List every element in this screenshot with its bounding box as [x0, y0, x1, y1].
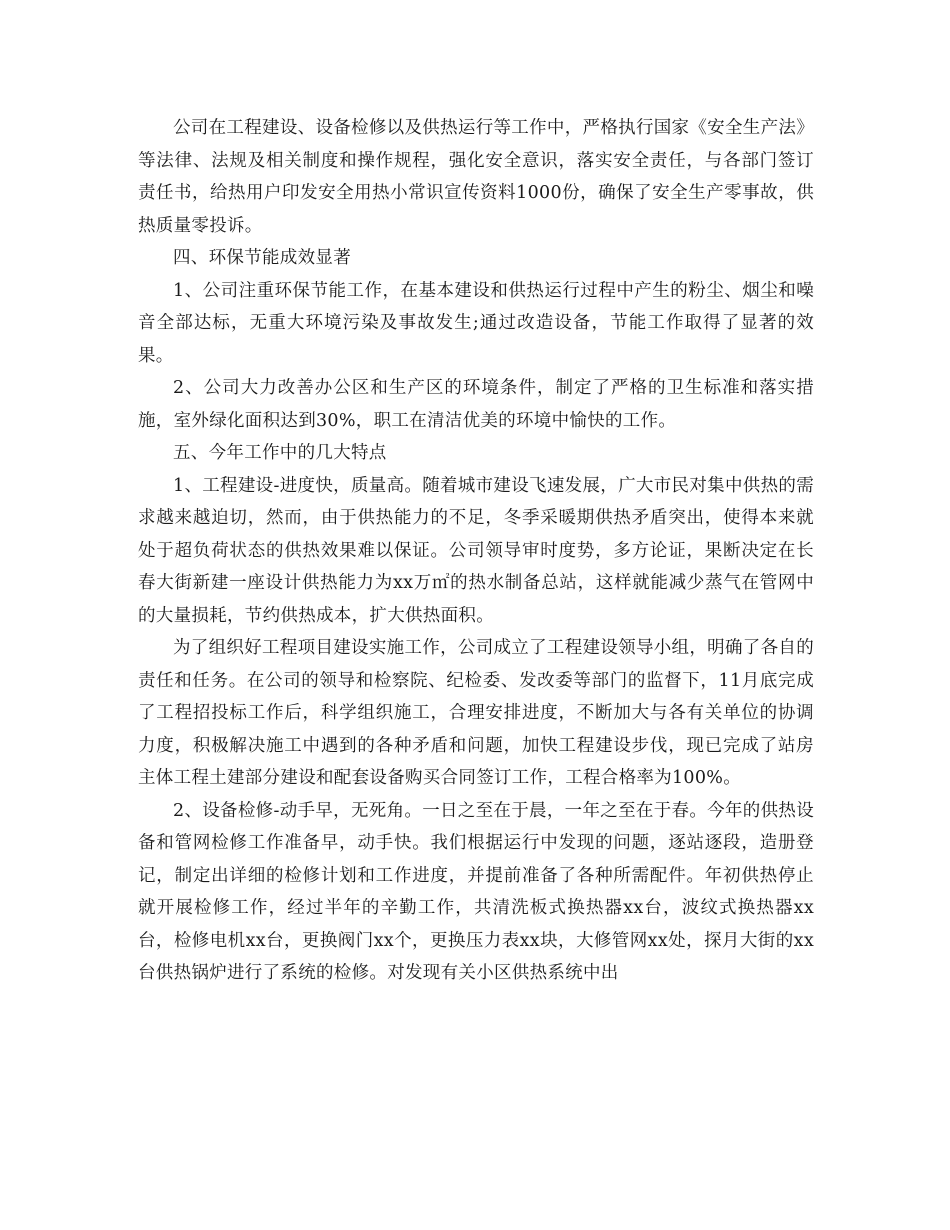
paragraph-safety-production: 公司在工程建设、设备检修以及供热运行等工作中，严格执行国家《安全生产法》等法律、法规及相关制度和操作规程，强化安全意识，落实安全责任，与各部门签订责任书，给热用户印发安全用热小常识宣传资料1000份，确保了安全生产零事故，供热质量零投诉。 — [138, 118, 814, 236]
document-body — [138, 112, 814, 990]
paragraph-construction-2: 为了组织好工程项目建设实施工作，公司成立了工程建设领导小组，明确了各自的责任和任务。在公司的领导和检察院、纪检委、发改委等部门的监督下，11月底完成了工程招投标工作后，科学组织施工，合理安排进度，不断加大与各有关单位的协调力度，积极解决施工中遇到的各种矛盾和问题，加快工程建设步伐，现已完成了站房主体工程土建部分建设和配套设备购买合同签订工作，工程合格率为100%。 — [138, 638, 814, 788]
paragraph-environment-1: 1、公司注重环保节能工作，在基本建设和供热运行过程中产生的粉尘、烟尘和噪音全部达标，无重大环境污染及事故发生;通过改造设备，节能工作取得了显著的效果。 — [138, 280, 814, 366]
section-heading-environment: 四、环保节能成效显著 — [173, 248, 351, 268]
paragraph-environment-2: 2、公司大力改善办公区和生产区的环境条件，制定了严格的卫生标准和落实措施，室外绿化面积达到30%，职工在清洁优美的环境中愉快的工作。 — [138, 378, 814, 431]
section-heading-features: 五、今年工作中的几大特点 — [173, 443, 387, 463]
paragraph-construction-1: 1、工程建设-进度快，质量高。随着城市建设飞速发展，广大市民对集中供热的需求越来越迫切，然而，由于供热能力的不足，冬季采暖期供热矛盾突出，使得本来就处于超负荷状态的供热效果难以保证。公司领导审时度势，多方论证，果断决定在长春大街新建一座设计供热能力为xx万㎡的热水制备总站，这样就能减少蒸气在管网中的大量损耗，节约供热成本，扩大供热面积。 — [138, 475, 814, 626]
paragraph-maintenance: 2、设备检修-动手早，无死角。一日之至在于晨，一年之至在于春。今年的供热设备和管网检修工作准备早，动手快。我们根据运行中发现的问题，逐站逐段，造册登记，制定出详细的检修计划和工作进度，并提前准备了各种所需配件。年初供热停止就开展检修工作，经过半年的辛勤工作，共清洗板式换热器xx台，波纹式换热器xx台，检修电机xx台，更换阀门xx个，更换压力表xx块，大修管网xx处，探月大街的xx台供热锅炉进行了系统的检修。对发现有关小区供热系统中出 — [138, 800, 814, 983]
